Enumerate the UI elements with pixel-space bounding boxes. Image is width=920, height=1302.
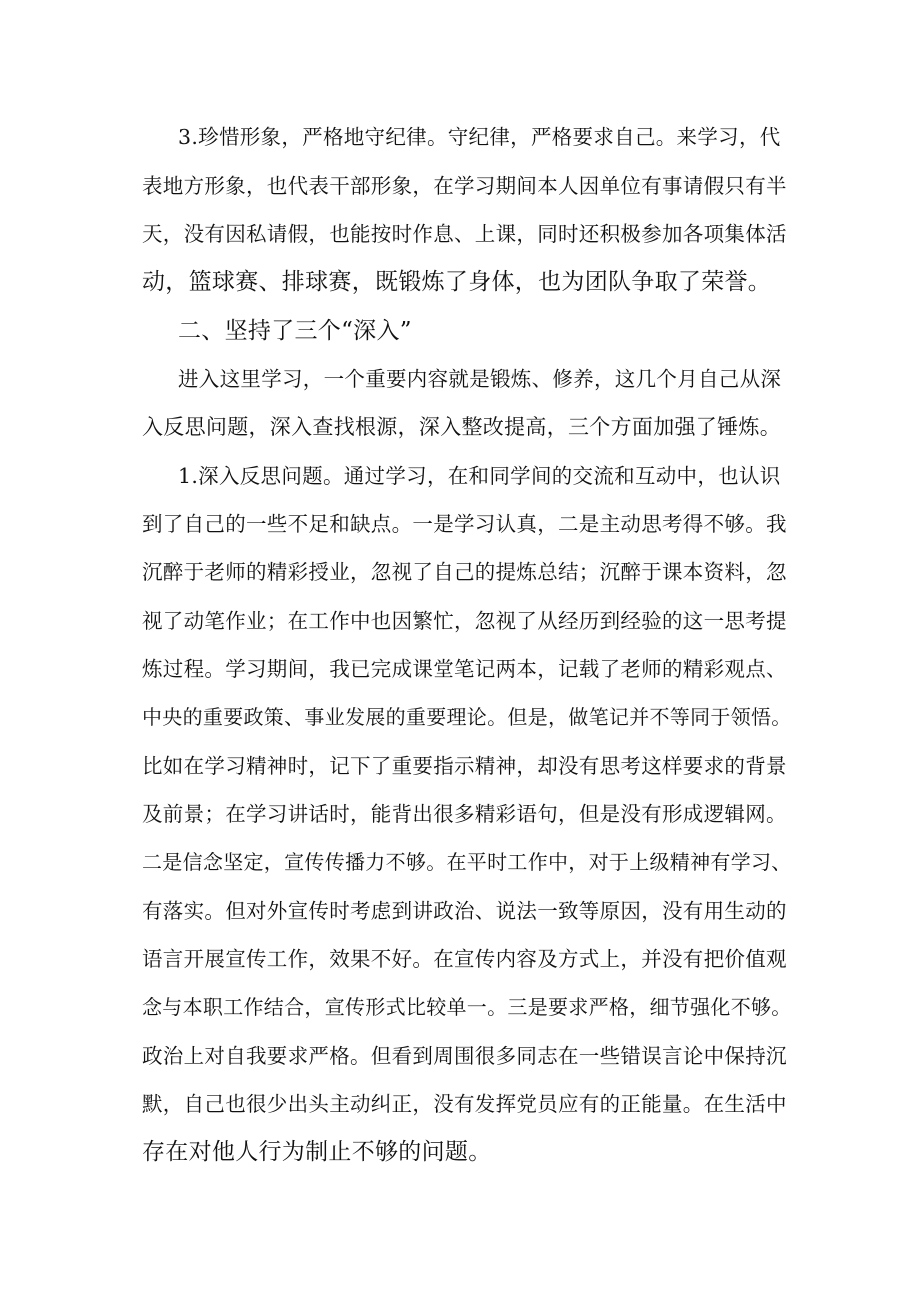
paragraph-line: 有落实。但对外宣传时考虑到讲政治、说法一致等原因，没有用生动的 [142, 899, 787, 923]
paragraph-line: 视了动笔作业；在工作中也因繁忙，忽视了从经历到经验的这一思考提 [142, 609, 787, 633]
paragraph-line: 默，自己也很少出头主动纠正，没有发挥党员应有的正能量。在生活中 [142, 1092, 787, 1116]
paragraph-line: 动，篮球赛、排球赛，既锻炼了身体，也为团队争取了荣誉。 [142, 269, 772, 295]
paragraph-line: 1.深入反思问题。通过学习，在和同学间的交流和互动中，也认识 [178, 464, 781, 488]
paragraph-line: 念与本职工作结合，宣传形式比较单一。三是要求严格，细节强化不够。 [142, 995, 792, 1019]
paragraph-line: 二是信念坚定，宣传传播力不够。在平时工作中，对于上级精神有学习、 [142, 850, 792, 874]
paragraph-line: 天，没有因私请假，也能按时作息、上课，同时还积极参加各项集体活 [142, 222, 787, 246]
section-heading: 二、坚持了三个“深入” [178, 318, 412, 344]
paragraph-line: 进入这里学习，一个重要内容就是锻炼、修养，这几个月自己从深 [178, 367, 782, 391]
paragraph-line: 沉醉于老师的精彩授业，忽视了自己的提炼总结；沉醉于课本资料，忽 [142, 560, 787, 584]
paragraph-line: 到了自己的一些不足和缺点。一是学习认真，二是主动思考得不够。我 [142, 512, 787, 536]
paragraph-line: 3.珍惜形象，严格地守纪律。守纪律，严格要求自己。来学习，代 [178, 125, 781, 149]
paragraph-line: 及前景；在学习讲话时，能背出很多精彩语句，但是没有形成逻辑网。 [142, 802, 787, 826]
paragraph-line: 存在对他人行为制止不够的问题。 [142, 1139, 492, 1165]
paragraph-line: 炼过程。学习期间，我已完成课堂笔记两本，记载了老师的精彩观点、 [142, 657, 787, 681]
paragraph-line: 比如在学习精神时，记下了重要指示精神，却没有思考这样要求的背景 [142, 754, 787, 778]
paragraph-line: 中央的重要政策、事业发展的重要理论。但是，做笔记并不等同于领悟。 [142, 705, 792, 729]
paragraph-line: 政治上对自我要求严格。但看到周围很多同志在一些错误言论中保持沉 [142, 1044, 787, 1068]
paragraph-line: 入反思问题，深入查找根源，深入整改提高，三个方面加强了锤炼。 [142, 415, 781, 439]
paragraph-line: 表地方形象，也代表干部形象，在学习期间本人因单位有事请假只有半 [142, 174, 787, 198]
paragraph-line: 语言开展宣传工作，效果不好。在宣传内容及方式上，并没有把价值观 [142, 947, 787, 971]
